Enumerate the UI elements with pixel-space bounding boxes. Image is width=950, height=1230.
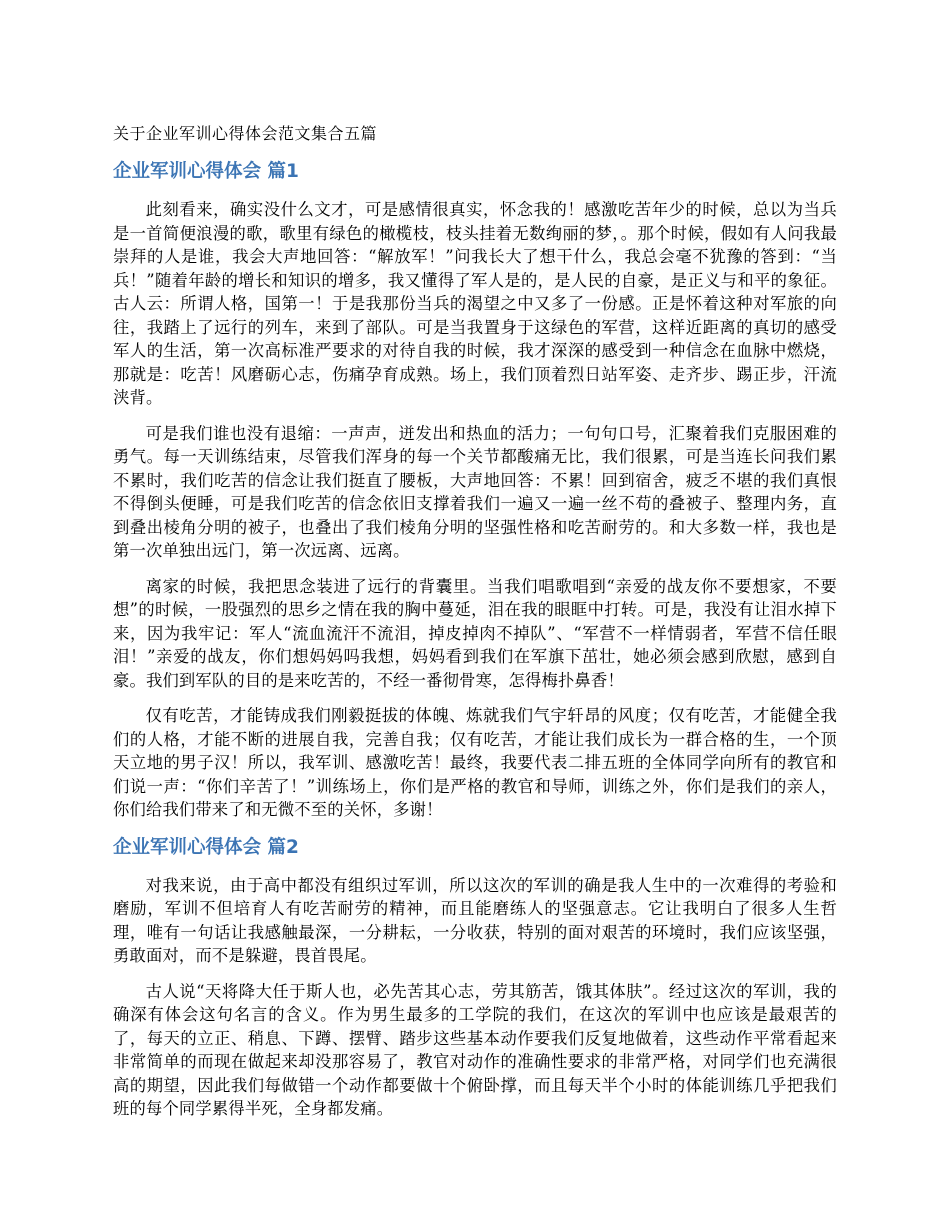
section-1 xyxy=(113,158,837,822)
section-heading: 企业军训心得体会 篇2 xyxy=(113,836,299,858)
paragraph: 仅有吃苦，才能铸成我们刚毅挺拔的体魄、炼就我们气宇轩昂的风度；仅有吃苦，才能健全我们的人格，才能不断的进展自我，完善自我；仅有吃苦，才能让我们成长为一群合格的生，一个顶天立地的男子汉！所以，我军训、感激吃苦！最终，我要代表二排五班的全体同学向所有的教官和们说一声：“你们辛苦了！”训练场上，你们是严格的教官和导师，训练之外，你们是我们的亲人，你们给我们带来了和无微不至的关怀，多谢！ xyxy=(113,706,837,819)
document-page xyxy=(113,122,837,1133)
paragraph: 古人说“天将降大任于斯人也，必先苦其心志，劳其筋苦，饿其体肤”。经过这次的军训，我的确深有体会这句名言的含义。作为男生最多的工学院的我们，在这次的军训中也应该是最艰苦的了，每天的立正、稍息、下蹲、摆臂、踏步这些基本动作要我们反复地做着，这些动作平常看起来非常简单的而现在做起来却没那容易了，教官对动作的准确性要求的非常严格，对同学们也充满很高的期望，因此我们每做错一个动作都要做十个俯卧撑，而且每天半个小时的体能训练几乎把我们班的每个同学累得半死，全身都发痛。 xyxy=(113,981,837,1118)
paragraph: 离家的时候，我把思念装进了远行的背囊里。当我们唱歌唱到“亲爱的战友你不要想家，不要想”的时候，一股强烈的思乡之情在我的胸中蔓延，泪在我的眼眶中打转。可是，我没有让泪水掉下来，因为我牢记：军人“流血流汗不流泪，掉皮掉肉不掉队”、“军营不一样情弱者，军营不信任眼泪！”亲爱的战友，你们想妈妈吗我想，妈妈看到我们在军旗下茁壮，她必须会感到欣慰，感到自豪。我们到军队的目的是来吃苦的，不经一番彻骨寒，怎得梅扑鼻香！ xyxy=(113,576,837,690)
paragraph: 可是我们谁也没有退缩：一声声，迸发出和热血的活力；一句句口号，汇聚着我们克服困难的勇气。每一天训练结束，尽管我们浑身的每一个关节都酸痛无比，我们很累，可是当连长问我们累不累时，我们吃苦的信念让我们挺直了腰板，大声地回答：不累！回到宿舍，疲乏不堪的我们真恨不得倒头便睡，可是我们吃苦的信念依旧支撑着我们一遍又一遍一丝不苟的叠被子、整理内务，直到叠出棱角分明的被子，也叠出了我们棱角分明的坚强性格和吃苦耐劳的。和大多数一样，我也是第一次单独出远门，第一次远离、远离。 xyxy=(113,423,837,560)
document-title: 关于企业军训心得体会范文集合五篇 xyxy=(113,124,378,143)
section-heading: 企业军训心得体会 篇1 xyxy=(113,161,299,182)
paragraph: 对我来说，由于高中都没有组织过军训，所以这次的军训的确是我人生中的一次难得的考验和磨励，军训不但培育人有吃苦耐劳的精神，而且能磨练人的坚强意志。它让我明白了很多人生哲理，唯有一句话让我感触最深，一分耕耘，一分收获，特别的面对艰苦的环境时，我们应该坚强，勇敢面对，而不是躲避，畏首畏尾。 xyxy=(113,875,837,965)
paragraph: 此刻看来，确实没什么文才，可是感情很真实，怀念我的！感激吃苦年少的时候，总以为当兵是一首简便浪漫的歌，歌里有绿色的橄榄枝，枝头挂着无数绚丽的梦，。那个时候，假如有人问我最崇拜的人是谁，我会大声地回答：“解放军！”问我长大了想干什么，我总会毫不犹豫的答到：“当兵！”随着年龄的增长和知识的增多，我又懂得了军人是的，是人民的自豪，是正义与和平的象征。古人云：所谓人格，国第一！于是我那份当兵的渴望之中又多了一份感。正是怀着这种对军旅的向往，我踏上了远行的列车，来到了部队。可是当我置身于这绿色的军营，这样近距离的真切的感受军人的生活，第一次高标准严要求的对待自我的时候，我才深深的感受到一种信念在血脉中燃烧，那就是：吃苦！风磨砺心志，伤痛孕育成熟。场上，我们顶着烈日站军姿、走齐步、踢正步，汗流浃背。 xyxy=(113,200,837,407)
section-2 xyxy=(113,834,837,1121)
